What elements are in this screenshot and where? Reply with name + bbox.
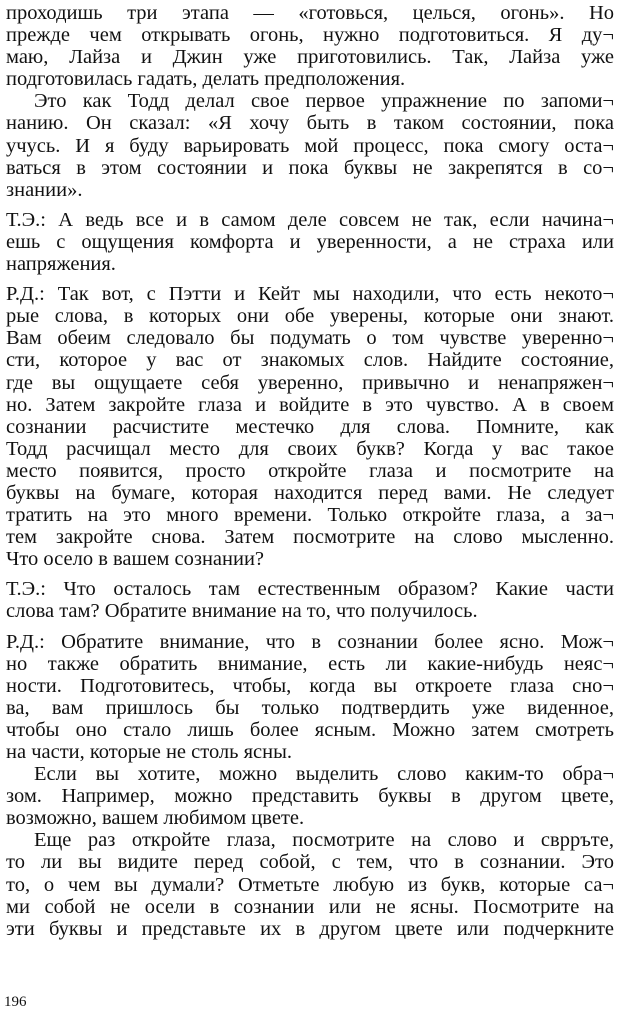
paragraph-gap xyxy=(6,570,614,578)
text-line: где вы ощущаете себя уверенно, привычно и ненапряжен¬ xyxy=(6,371,614,394)
text-line: на части, которые не столь ясны. xyxy=(6,741,293,763)
text-line: Что осело в вашем сознании? xyxy=(6,548,265,571)
paragraph xyxy=(6,2,614,90)
text-line: возможно, вашем любимом цвете. xyxy=(6,807,305,830)
paragraph xyxy=(6,829,614,939)
text-line: Если вы хотите, можно выделить слово каким-то обра¬ xyxy=(34,763,614,786)
text-line: Т.Э.: Что осталось там естественным образом? Какие части xyxy=(6,578,614,601)
text-line: но также обратить внимание, есть ли какие-нибудь неяс¬ xyxy=(6,652,614,675)
text-line: ми собой не осели в сознании или не ясны. Посмотрите на xyxy=(6,895,614,918)
text-line: Вам обеим следовало бы подумать о том чувстве уверенно¬ xyxy=(6,327,614,350)
paragraph xyxy=(6,631,614,764)
body-text xyxy=(6,2,614,940)
text-line: чтобы оно стало лишь более ясным. Можно затем смотреть xyxy=(6,718,614,741)
text-line: ешь с ощущения комфорта и уверенности, а не страха или xyxy=(6,230,614,253)
text-line: проходишь три этапа — «готовься, целься, огонь». Но xyxy=(6,2,614,24)
text-line: напряжения. xyxy=(6,253,116,276)
text-line: прежде чем открывать огонь, нужно подготовиться. Я ду¬ xyxy=(6,24,614,47)
paragraph xyxy=(6,578,614,622)
text-line: то ли вы видите перед собой, с тем, что в сознании. Это xyxy=(6,851,614,874)
paragraph-gap xyxy=(6,275,614,283)
text-line: нанию. Он сказал: «Я хочу быть в таком состоянии, пока xyxy=(6,112,614,135)
text-line: учусь. И я буду варьировать мой процесс, пока смогу оста¬ xyxy=(6,134,614,157)
text-line: сознании расчистите местечко для слова. Помните, как xyxy=(6,415,614,438)
text-line: слова там? Обратите внимание на то, что получилось. xyxy=(6,600,478,623)
text-line: Т.Э.: А ведь все и в самом деле совсем не так, если начина¬ xyxy=(6,208,614,231)
text-line: Еще раз откройте глаза, посмотрите на слово и сврръте, xyxy=(34,829,614,852)
paragraph xyxy=(6,763,614,829)
text-line: Р.Д.: Обратите внимание, что в сознании более ясно. Мож¬ xyxy=(6,630,614,653)
paragraph-gap xyxy=(6,201,614,209)
text-line: место появится, просто откройте глаза и посмотрите на xyxy=(6,459,614,482)
text-line: Р.Д.: Так вот, с Пэтти и Кейт мы находили, что есть некото¬ xyxy=(6,283,614,306)
text-line: но. Затем закройте глаза и войдите в это чувство. А в своем xyxy=(6,393,614,416)
text-line: тратить на это много времени. Только откройте глаза, а за¬ xyxy=(6,504,614,527)
text-line: знании». xyxy=(6,178,83,201)
text-line: то, о чем вы думали? Отметьте любую из букв, которые са¬ xyxy=(6,873,614,896)
text-line: ва, вам пришлось бы только подтвердить уже виденное, xyxy=(6,696,614,719)
text-line: тем закройте снова. Затем посмотрите на слово мысленно. xyxy=(6,526,614,549)
text-line: подготовилась гадать, делать предположения. xyxy=(6,68,406,91)
paragraph xyxy=(6,209,614,275)
text-line: рые слова, в которых они обе уверены, которые они знают. xyxy=(6,305,614,328)
text-line: эти буквы и представьте их в другом цвете или подчеркните xyxy=(6,917,614,940)
text-line: Тодд расчищал место для своих букв? Когда у вас такое xyxy=(6,437,614,460)
text-line: зом. Например, можно представить буквы в другом цвете, xyxy=(6,785,614,808)
paragraph-gap xyxy=(6,623,614,631)
text-line: маю, Лайза и Джин уже приготовились. Так, Лайза уже xyxy=(6,46,614,69)
text-line: Это как Тодд делал свое первое упражнение по запоми¬ xyxy=(34,90,614,113)
text-line: буквы на бумаге, которая находится перед вами. Не следует xyxy=(6,481,614,504)
paragraph xyxy=(6,90,614,200)
text-line: ваться в этом состоянии и пока буквы не закрепятся в со¬ xyxy=(6,156,614,179)
page-number: 196 xyxy=(4,994,27,1010)
text-line: сти, которое у вас от знакомых слов. Найдите состояние, xyxy=(6,349,614,372)
text-line: ности. Подготовитесь, чтобы, когда вы откроете глаза сно¬ xyxy=(6,674,614,697)
paragraph xyxy=(6,283,614,570)
